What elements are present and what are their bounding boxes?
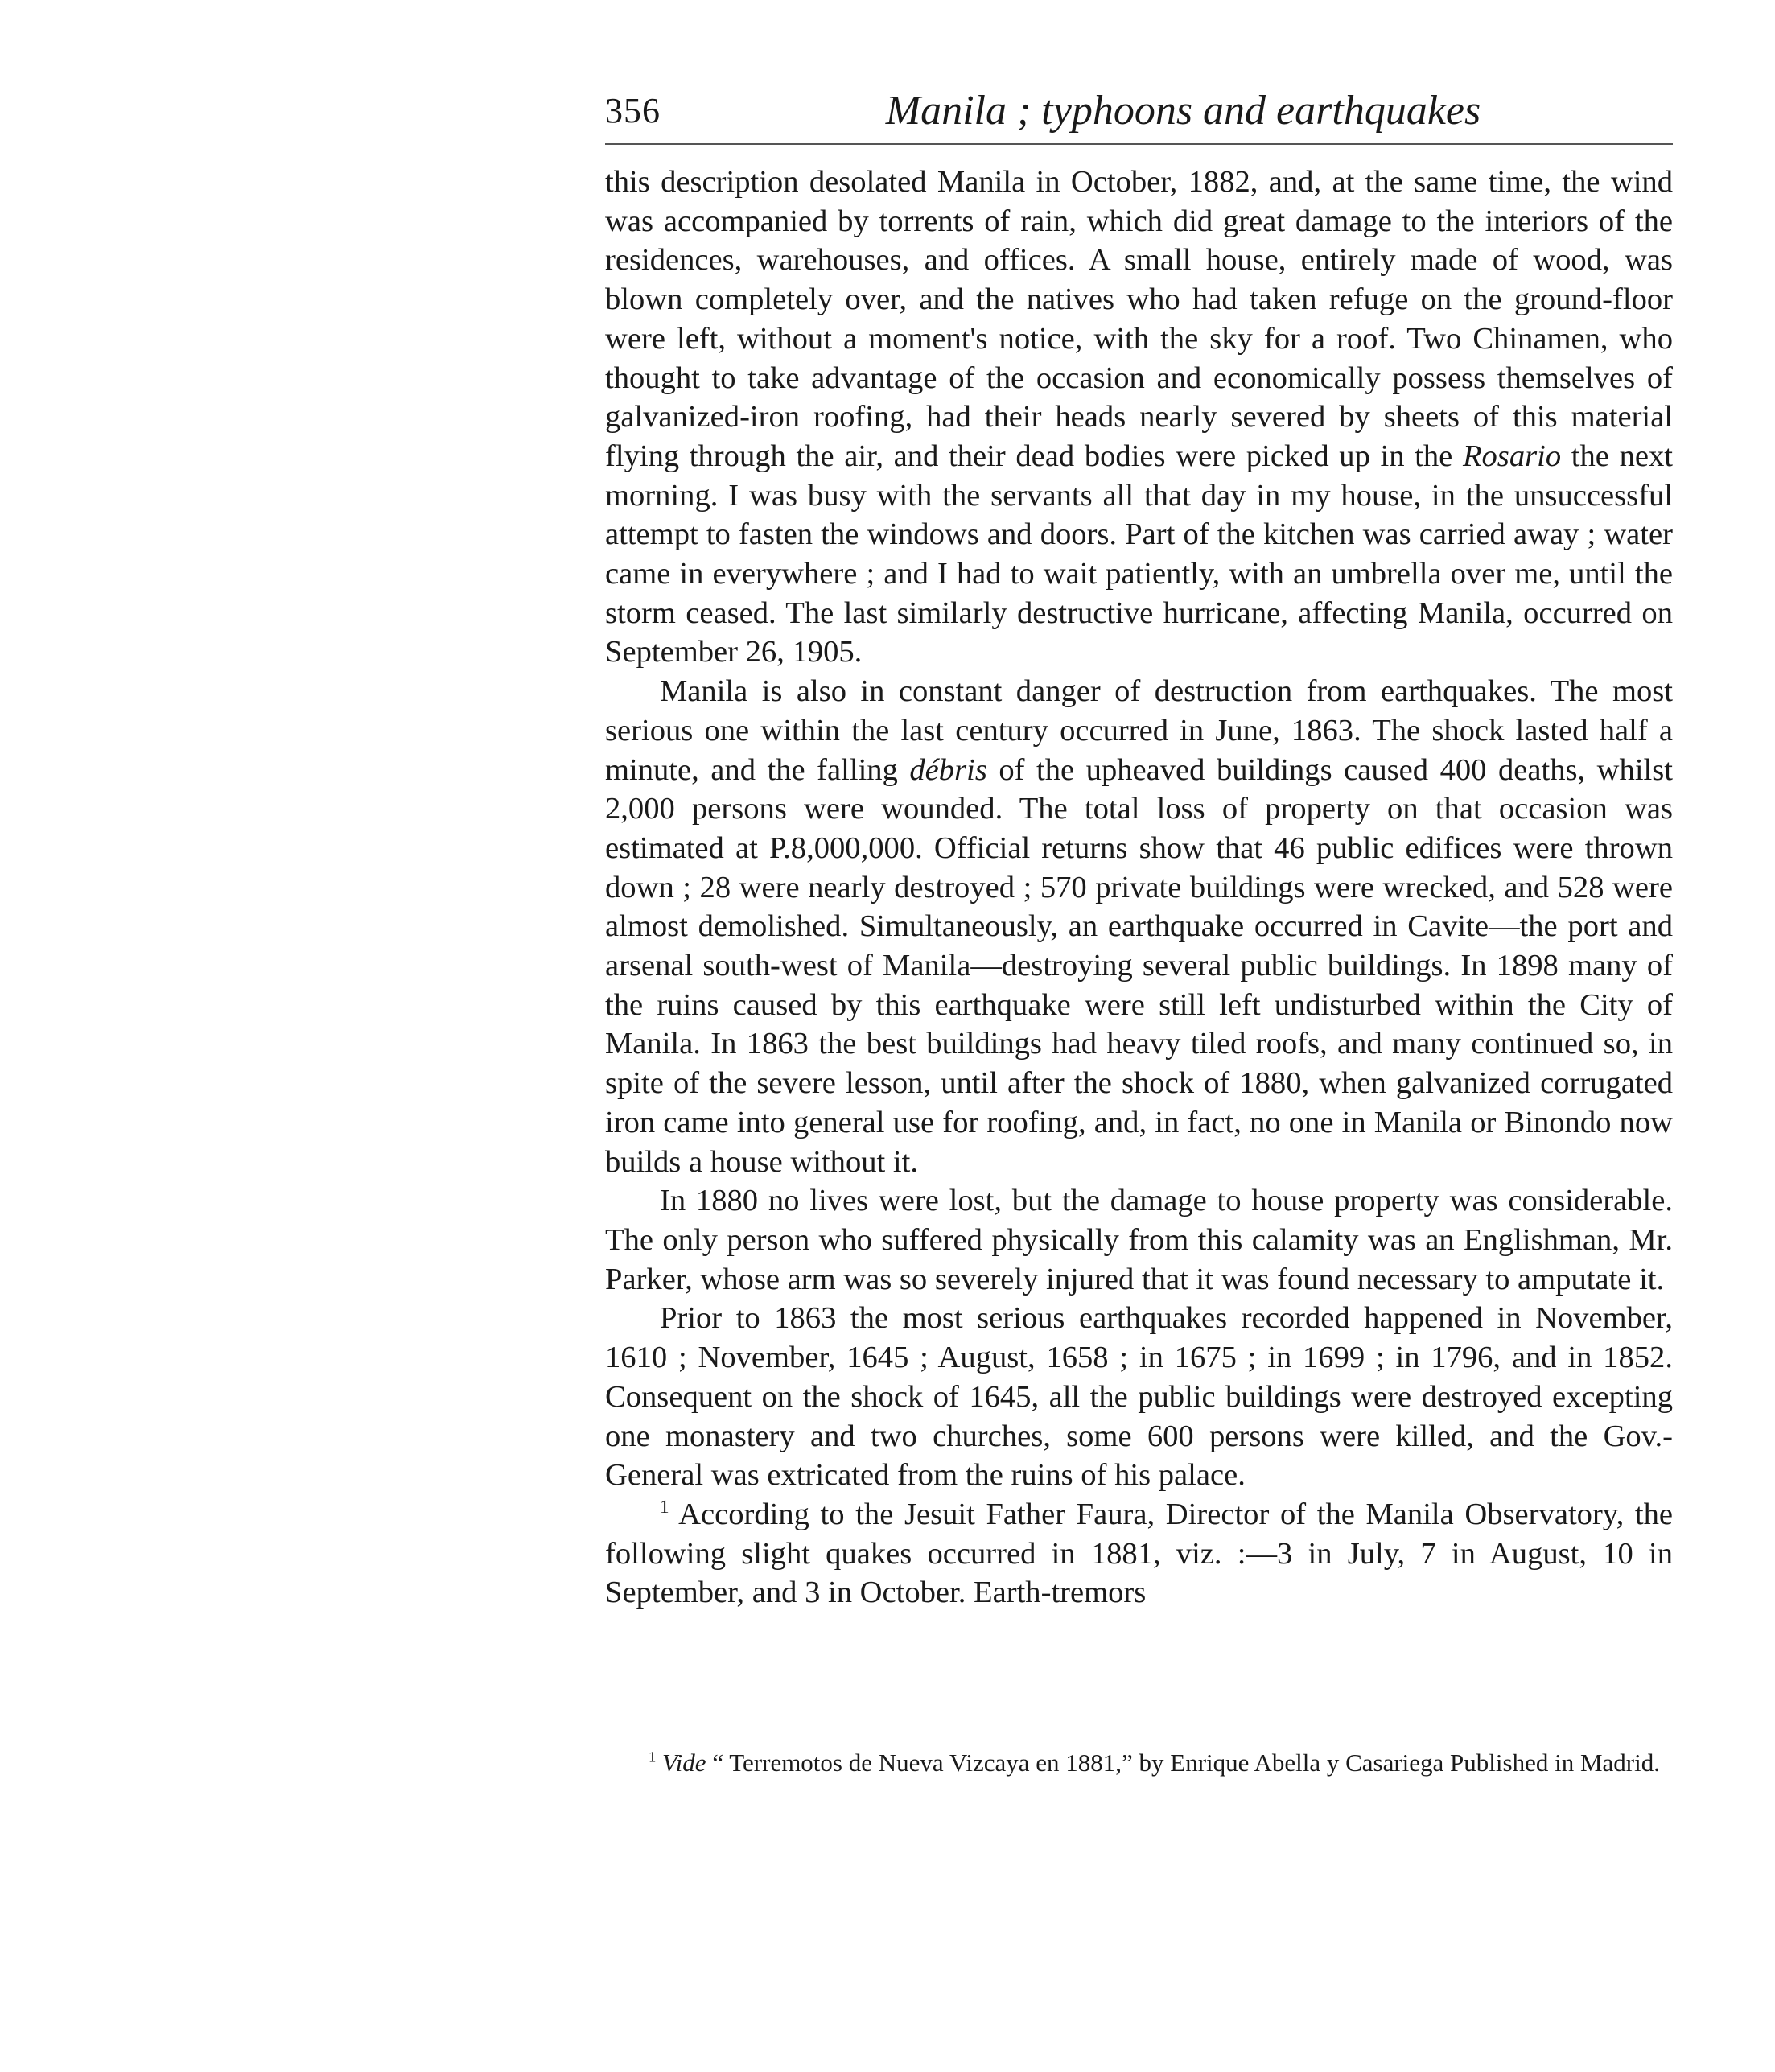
footnote-text: “ Terremotos de Nueva Vizcaya en 1881,” by Enrique Abella y Casariega Published in Madrid. [706,1749,1660,1777]
page-header [605,80,1673,142]
paragraph-text: the next morning. I was busy with the servants all that day in my house, in the unsuccessful attempt to fasten the windows and doors. Part of the kitchen was carried away ; water came in everywhere ; and I had to wait patiently, with an umbrella over me, until the storm ceased. The last similarly destructive hurricane, affecting Manila, occurred on September 26, 1905. [605,439,1673,669]
footnote-vide: Vide [662,1749,706,1777]
paragraph-text: According to the Jesuit Father Faura, Director of the Manila Observatory, the following slight quakes occurred in 1881, viz. :—3 in July, 7 in August, 10 in September, and 3 in October. Earth-tremors [605,1497,1673,1610]
main-text [605,163,1673,1729]
paragraph-typhoon-1882 [605,163,1673,672]
paragraph-earthquake-1880: In 1880 no lives were lost, but the damage to house property was considerable. The only person who suffered physically from this calamity was an Englishman, Mr. Parker, whose arm was so severely injured that it was found necessary to amputate it. [605,1184,1673,1296]
italic-term-debris: débris [909,752,987,787]
header-rule [605,143,1673,145]
paragraph-text: this description desolated Manila in October, 1882, and, at the same time, the wind was accompanied by torrents of rain, which did great damage to the interiors of the residences, warehouses, and offices. A small house, entirely made of wood, was blown completely over, and the natives who had taken refuge on the ground-floor were left, without a moment's notice, with the sky for a roof. Two Chinamen, who thought to take advantage of the occasion and economically possess themselves of galvanized-iron roofing, had their heads nearly severed by sheets of this material flying through the air, and their dead bodies were picked up in the [605,165,1673,473]
paragraph-text: of the upheaved buildings caused 400 deaths, whilst 2,000 persons were wounded. The total loss of property on that occasion was estimated at P.8,000,000. Official returns show that 46 public edifices were thrown down ; 28 were nearly destroyed ; 570 private buildings were wrecked, and 528 were almost demolished. Simultaneously, an earthquake occurred in Cavite—the port and arsenal south-west of Manila—destroying several public buildings. In 1898 many of the ruins caused by this earthquake were still left undisturbed within the City of Manila. In 1863 the best buildings had heavy tiled roofs, and many continued so, in spite of the severe lesson, until after the shock of 1880, when galvanized corrugated iron came into general use for roofing, and, in fact, no one in Manila or Binondo now builds a house without it. [605,752,1673,1179]
footnote [605,1747,1673,1778]
running-head: Manila ; typhoons and earthquakes [885,88,1481,134]
paragraph-text: Manila is also in constant danger of destruction from earthquakes. The most serious one within the last century occurred in June, 1863. The shock lasted half a minute, and the falling [605,674,1673,787]
book-page [605,80,1673,1778]
footnote-reference: 1 [660,1497,669,1518]
page-number: 356 [605,91,661,130]
footnotes [605,1747,1673,1778]
footnote-marker: 1 [649,1749,657,1766]
paragraph-earthquake-1863 [605,672,1673,1181]
paragraph-faura-observatory [605,1495,1673,1613]
paragraph-earlier-earthquakes: Prior to 1863 the most serious earthquakes recorded happened in November, 1610 ; November, 1645 ; August, 1658 ; in 1675 ; in 1699 ; in 1796, and in 1852. Consequent on the shock of 1645, all the public buildings were destroyed excepting one monastery and two churches, some 600 persons were killed, and the Gov.-General was extricated from the ruins of his palace. [605,1301,1673,1493]
italic-term-rosario: Rosario [1462,439,1562,473]
